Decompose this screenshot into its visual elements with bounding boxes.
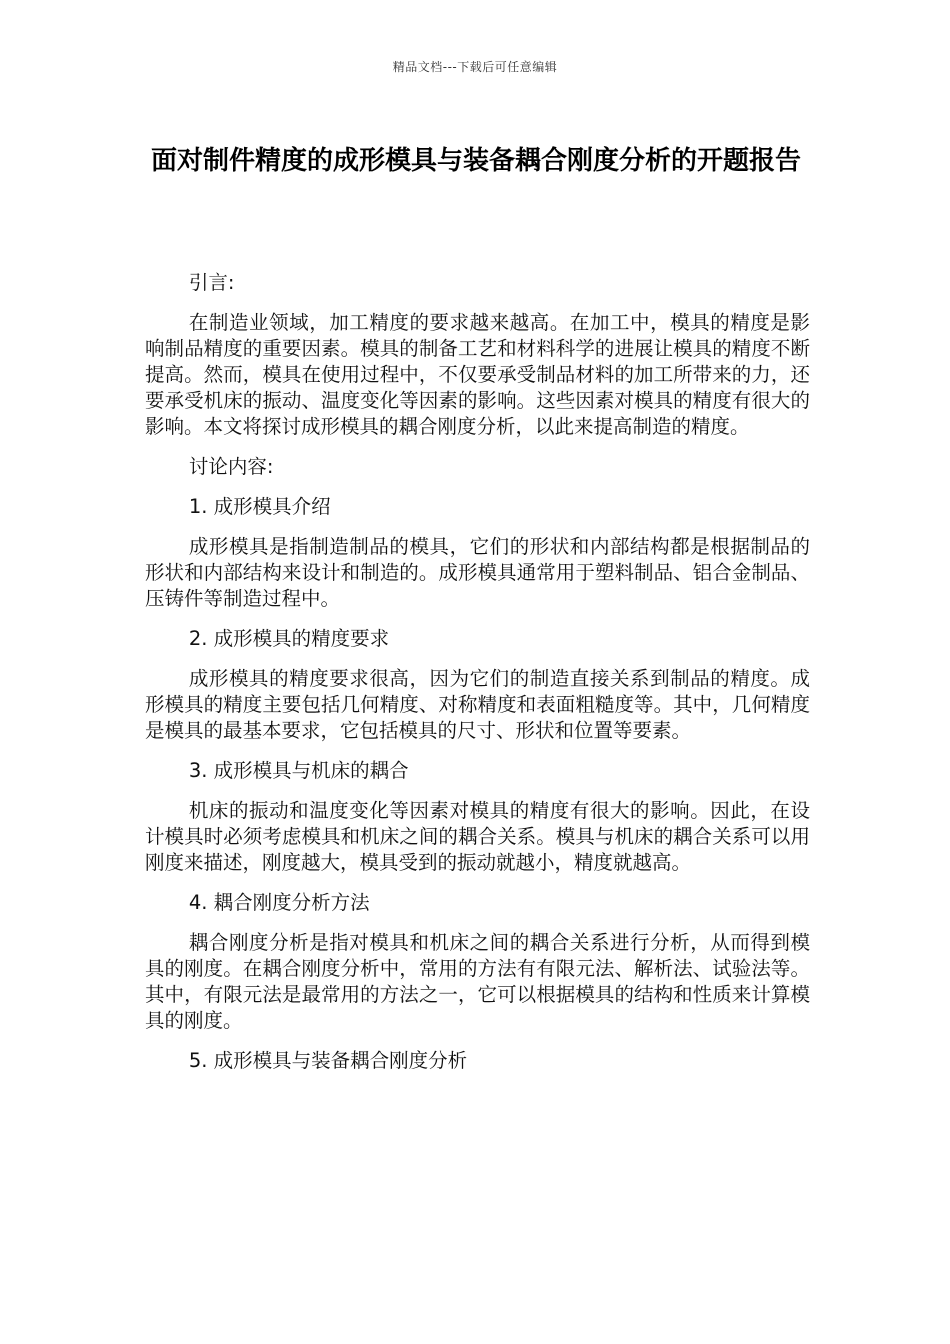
body-paragraph: 成形模具的精度要求很高，因为它们的制造直接关系到制品的精度。成形模具的精度主要包括几何精度、对称精度和表面粗糙度等。其中，几何精度是模具的最基本要求，它包括模具的尺寸、形状和位置等要素。 (145, 667, 810, 742)
body-paragraph: 在制造业领域，加工精度的要求越来越高。在加工中，模具的精度是影响制品精度的重要因素。模具的制备工艺和材料科学的进展让模具的精度不断提高。然而，模具在使用过程中，不仅要承受制品材料的加工所带来的力，还要承受机床的振动、温度变化等因素的影响。这些因素对模具的精度有很大的影响。本文将探讨成形模具的耦合刚度分析，以此来提高制造的精度。 (145, 311, 810, 438)
document-body (145, 270, 810, 1088)
body-paragraph: 耦合刚度分析是指对模具和机床之间的耦合关系进行分析，从而得到模具的刚度。在耦合刚度分析中，常用的方法有有限元法、解析法、试验法等。其中，有限元法是最常用的方法之一，它可以根据模具的结构和性质来计算模具的刚度。 (145, 931, 810, 1032)
document-title: 面对制件精度的成形模具与装备耦合刚度分析的开题报告 (150, 146, 801, 176)
section-heading: 讨论内容: (188, 455, 274, 478)
section-heading: 引言: (188, 271, 235, 294)
section-heading: 5. 成形模具与装备耦合刚度分析 (188, 1049, 468, 1072)
body-paragraph: 机床的振动和温度变化等因素对模具的精度有很大的影响。因此，在设计模具时必须考虑模具和机床之间的耦合关系。模具与机床的耦合关系可以用刚度来描述，刚度越大，模具受到的振动就越小，精度就越高。 (145, 799, 810, 874)
section-heading: 3. 成形模具与机床的耦合 (188, 759, 409, 782)
section-heading: 1. 成形模具介绍 (188, 495, 331, 518)
body-paragraph: 成形模具是指制造制品的模具，它们的形状和内部结构都是根据制品的形状和内部结构来设计和制造的。成形模具通常用于塑料制品、铝合金制品、压铸件等制造过程中。 (145, 535, 810, 610)
header-note: 精品文档---下载后可任意编辑 (392, 60, 558, 74)
section-heading: 2. 成形模具的精度要求 (188, 627, 390, 650)
section-heading: 4. 耦合刚度分析方法 (188, 891, 370, 914)
